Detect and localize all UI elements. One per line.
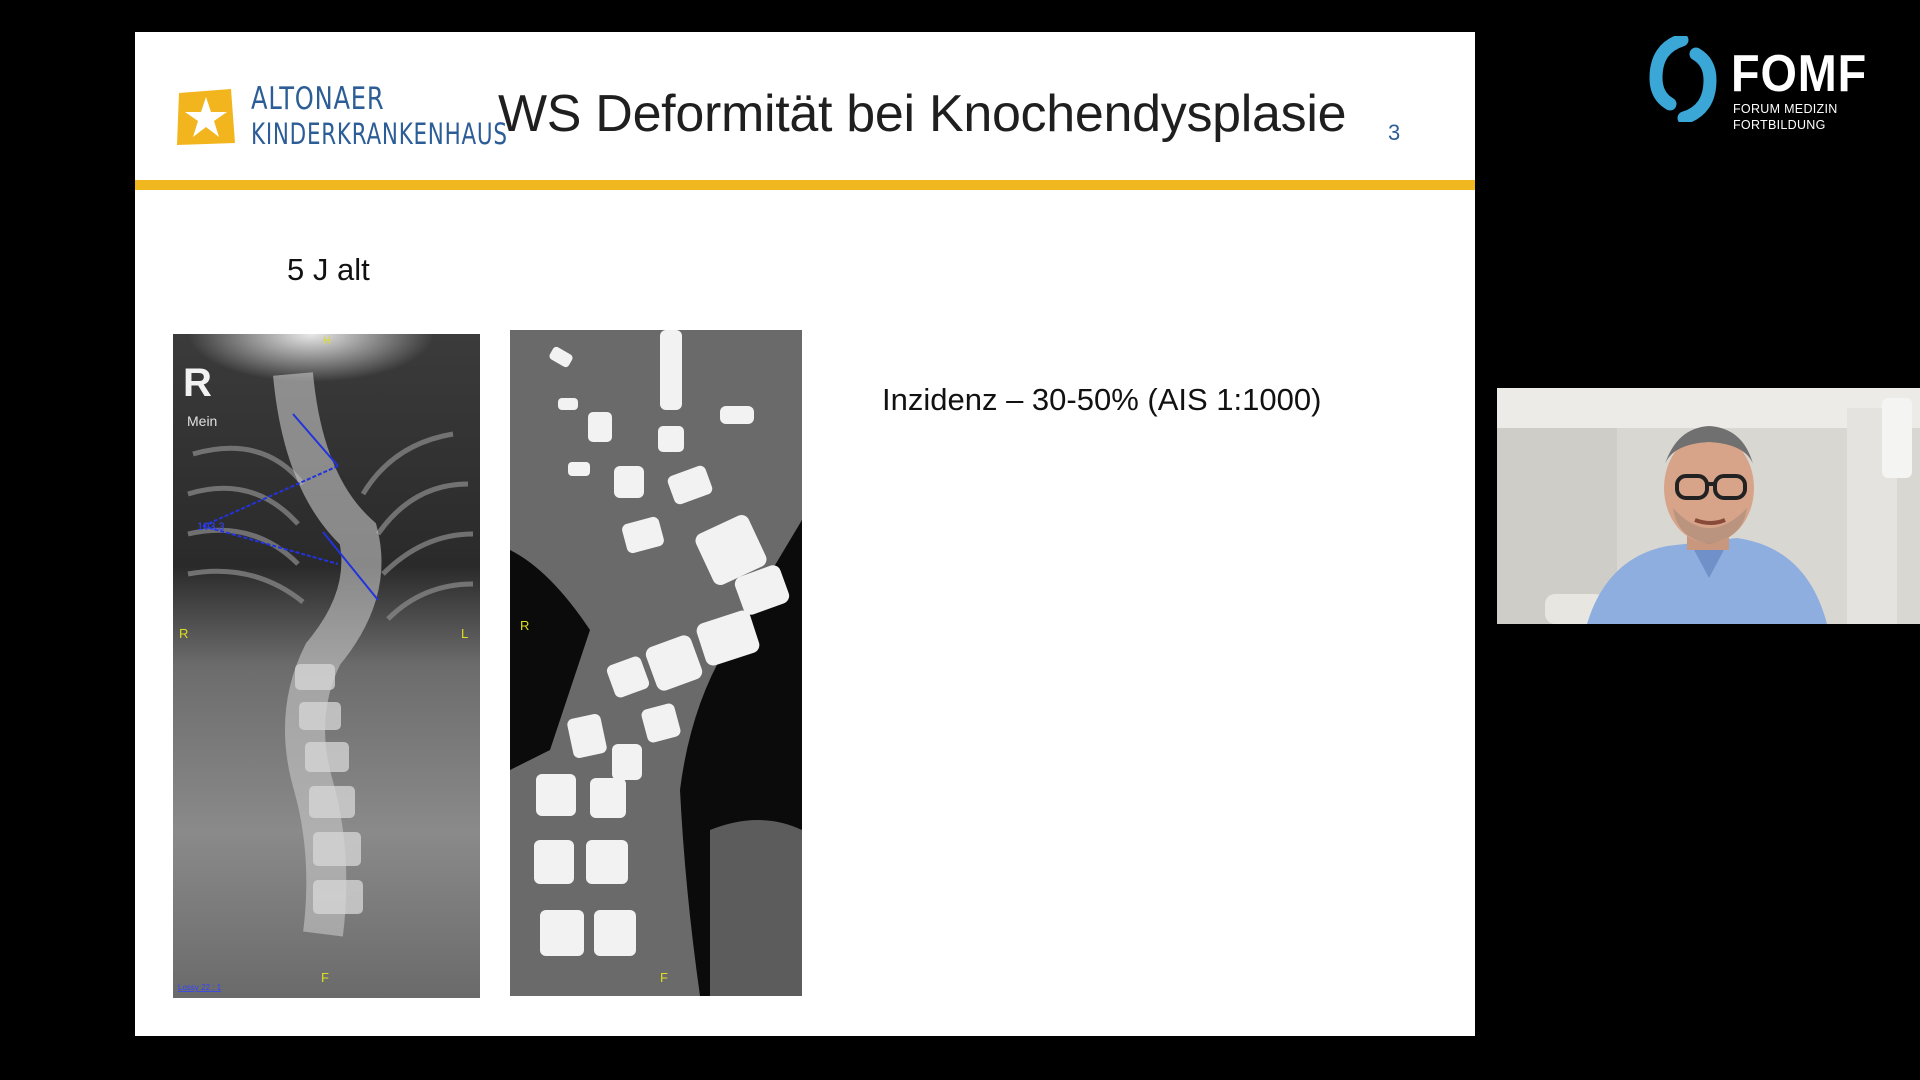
spine-ct-image (510, 330, 802, 996)
presentation-slide (135, 32, 1475, 1036)
ct-bottom-marker: F (660, 970, 668, 985)
xray-side-left: R (179, 626, 189, 641)
xray-angle-label: 103.3 (197, 521, 225, 533)
fomf-subtitle-line1: FORUM MEDIZIN (1733, 102, 1838, 116)
incidence-text: Inzidenz – 30-50% (AIS 1:1000) (882, 382, 1322, 417)
xray-marker-r: R (183, 361, 212, 405)
xray-marker-sub: Mein (187, 413, 218, 429)
logo-text-line1: ALTONAER (251, 81, 385, 117)
fomf-wordmark: FOMF (1731, 45, 1868, 103)
hospital-logo (173, 77, 508, 157)
logo-text-line2: KINDERKRANKENHAUS (251, 117, 508, 151)
fomf-subtitle-line2: FORTBILDUNG (1733, 118, 1826, 132)
age-label: 5 J alt (287, 252, 370, 287)
xray-bottom-marker: F (321, 970, 329, 985)
speaker-webcam-feed (1497, 388, 1920, 624)
xray-top-marker: H (323, 335, 331, 347)
slide-number: 3 (1388, 120, 1401, 145)
xray-side-right: L (461, 626, 469, 641)
slide-header (135, 32, 1475, 180)
fomf-swirl-icon (1648, 36, 1718, 122)
ct-side-left: R (520, 618, 530, 633)
star-badge-icon (173, 85, 239, 149)
spine-xray-image (173, 334, 480, 998)
fomf-logo (1648, 36, 1888, 136)
xray-footer-label: Lossy 22 : 1 (178, 983, 222, 992)
slide-title: WS Deformität bei Knochendysplasie (498, 85, 1347, 143)
header-accent-bar (135, 180, 1475, 190)
